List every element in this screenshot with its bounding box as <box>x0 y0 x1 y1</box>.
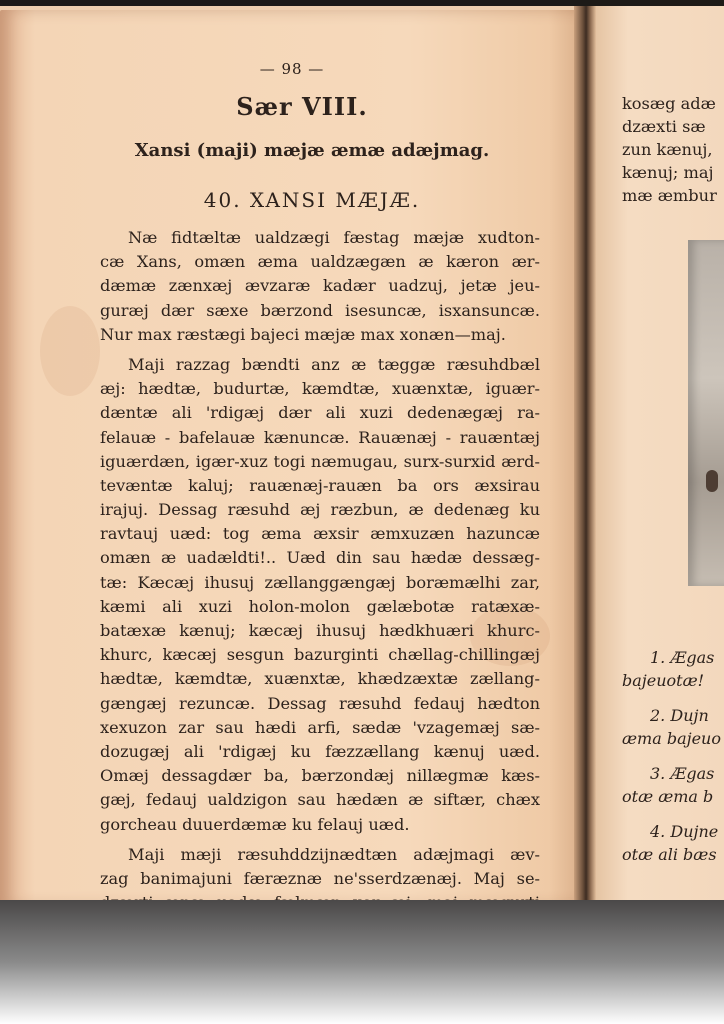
text-line: gorcheau duuerdæmæ ku felauj uæd. <box>100 814 410 834</box>
list-spacer <box>622 692 721 704</box>
text-line: kænuj; maj <box>622 163 714 182</box>
text-line: dæmæ zænxæj ævzaræ kadær uadzuj, jetæ jeu- <box>100 276 540 296</box>
list-item-number: 2. <box>650 706 671 725</box>
list-item-number: 4. <box>650 822 671 841</box>
right-page-list <box>622 646 721 866</box>
text-line: cæ Xans, omæn æma ualdzægæn æ kæron ær- <box>100 252 540 272</box>
body-text <box>100 226 540 939</box>
text-line: dæntæ ali 'rdigæj dær ali xuzi dedenægæj ra- <box>100 403 540 423</box>
text-line: omæn æ uadældti!.. Uæd din sau hædæ dessæg- <box>100 548 540 568</box>
text-line: Nur max ræstægi bajeci mæjæ max xonæn—maj. <box>100 324 506 344</box>
section-heading: 40. XANSI MÆJÆ. <box>203 188 421 212</box>
text-line: kosæg adæ <box>622 94 716 113</box>
list-item-text: Ægas <box>670 648 715 667</box>
list-item <box>622 762 721 785</box>
text-line: Maji mæji ræsuhddzijnædtæn adæjmagi æv- <box>128 844 540 864</box>
text-line: tevæntæ kaluj; rauænæj-rauæn ba ors æxsirau <box>100 475 540 495</box>
text-line: batæxæ kænuj; kæcæj ihusuj hædkhuæri khurc- <box>100 621 540 640</box>
text-line: guræj dær sæxe bærzond isesuncæ, isxansuncæ. <box>100 300 540 320</box>
list-item-text: Dujne <box>670 822 719 841</box>
list-spacer <box>622 808 721 820</box>
list-item-number: 1. <box>650 648 671 667</box>
text-line: Omæj dessagdær ba, bærzondæj nillægmæ kæs- <box>100 766 540 786</box>
list-item-continuation: æma bajeuo <box>622 729 721 748</box>
list-item <box>622 704 721 727</box>
scanner-bed <box>0 900 724 1024</box>
text-line: Maji razzag bændti anz æ tæggæ ræsuhdbæl <box>128 354 540 374</box>
text-line: Næ fidtæltæ ualdzægi fæstag mæjæ xudton- <box>128 228 540 247</box>
text-line: kæmi ali xuzi holon-molon gælæbotæ ratæxæ- <box>100 596 540 616</box>
text-line: xexuzon zar sau hædi arfi, sædæ 'vzagemæj sæ- <box>100 717 540 737</box>
right-page-text <box>622 92 717 207</box>
section-subtitle: Xansi (maji) mæjæ æmæ adæjmag. <box>134 140 490 161</box>
text-line: zun kænuj, <box>622 140 713 159</box>
text-line: iguærdæn, igær-xuz togi næmugau, surx-surxid ærd- <box>100 451 540 471</box>
text-line: æj: hædtæ, budurtæ, kæmdtæ, xuænxtæ, iguær- <box>100 379 540 399</box>
list-item-continuation: otæ ali bæs <box>622 845 717 864</box>
list-item-number: 3. <box>650 764 671 783</box>
list-item-text: Dujn <box>670 706 709 725</box>
text-line: tæ: Kæcæj ihusuj zællanggængæj boræmælhi zar, <box>100 572 540 592</box>
text-line: dozugæj ali 'rdigæj ku fæzzællang kænuj uæd. <box>100 741 540 761</box>
text-line: dzæxti sæ <box>622 117 706 136</box>
list-spacer <box>622 750 721 762</box>
page-number: — 98 — <box>259 60 325 78</box>
photo-detail <box>706 470 718 492</box>
page-stain <box>40 306 100 396</box>
list-item <box>622 820 721 843</box>
text-line: gængæj rezuncæ. Dessag ræsuhd fedauj hædton <box>100 693 540 713</box>
text-line: khurc, kæcæj sesgun bazurginti chællag-chillingæj <box>100 645 540 665</box>
list-item-continuation: otæ æma b <box>622 787 714 806</box>
text-line: zag banimajuni færæznæ ne'sserdzænæj. Maj se- <box>100 868 540 888</box>
text-line: irajuj. Dessag ræsuhd æj ræzbun, æ dedenæg ku <box>100 500 540 520</box>
text-line: gæj, fedauj ualdzigon sau hædæn æ siftær, chæx <box>100 790 540 810</box>
list-item-continuation: bajeuotæ! <box>622 671 705 690</box>
list-item-text: Ægas <box>670 764 715 783</box>
text-line: felauæ - bafelauæ kænuncæ. Rauænæj - rauæntæj <box>100 427 540 447</box>
text-line: mæ æmbur <box>622 186 717 205</box>
text-line: ravtauj uæd: tog æma æxsir æmxuzæn hazuncæ <box>100 524 540 544</box>
list-item <box>622 646 721 669</box>
photo-illustration <box>688 240 724 586</box>
text-line: hædtæ, kæmdtæ, xuænxtæ, khædzæxtæ zællang- <box>100 669 540 689</box>
chapter-title: Sær VIII. <box>236 92 368 121</box>
